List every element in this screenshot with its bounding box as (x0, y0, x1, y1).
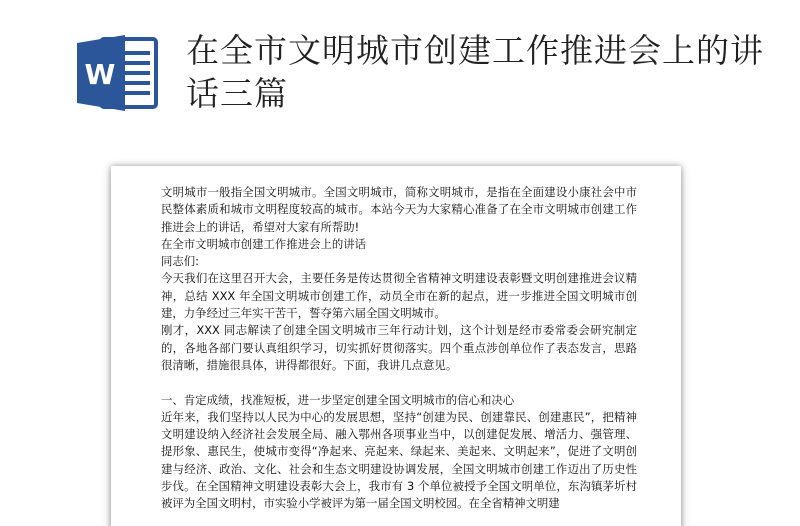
blank-line (161, 374, 637, 391)
salutation: 同志们: (161, 254, 200, 269)
intro-paragraph: 文明城市一般指全国文明城市。全国文明城市，简称文明城市，是指在全面建设小康社会中市民整体素质和城市文明程度较高的城市。本站今天为大家精心准备了在全市文明城市创建工作推进会上的讲话，希望对大家有所帮助! (161, 185, 637, 234)
word-icon-letter: W (84, 58, 116, 91)
document-preview (111, 166, 681, 526)
document-body (161, 184, 637, 513)
body-paragraph: 刚才，XXX 同志解读了创建全国文明城市三年行动计划，这个计划是经市委常委会研究制定的，各地各部门要认真组织学习，切实抓好贯彻落实。四个重点涉创单位作了表态发言，思路很清晰，措施很具体，讲得都很好。下面，我讲几点意见。 (161, 323, 637, 372)
page-title: 在全市文明城市创建工作推进会上的讲话三篇 (186, 31, 764, 113)
body-paragraph: 今天我们在这里召开大会，主要任务是传达贯彻全省精神文明建设表彰暨文明创建推进会议精神，总结 XXX 年全国文明城市创建工作，动员全市在新的起点，进一步推进全国文明城市创建，力争经过三年实干苦干，誓夺第六届全国文明城市。 (161, 271, 637, 321)
word-document-icon (75, 33, 159, 113)
speech-title: 在全市文明城市创建工作推进会上的讲话 (161, 236, 367, 251)
body-paragraph: 近年来，我们坚持以人民为中心的发展思想，坚持“创建为民、创建靠民、创建惠民”，把精神文明建设纳入经济社会发展全局、融入鄂州各项事业当中，以创建促发展、增活力、强管理、提形象、惠民生，使城市变得“净起来、亮起来、绿起来、美起来、文明起来”，促进了文明创建与经济、政治、文化、社会和生态文明建设协调发展，全国文明城市创建工作迈出了历史性步伐。在全国精神文明建设表彰大会上，我市有 3 个单位被授予全国文明单位，东沟镇茅圻村被评为全国文明村，市实验小学被评为第一届全国文明校园。在全省精神文明建 (161, 409, 637, 511)
section-heading: 一、肯定成绩，找准短板，进一步坚定创建全国文明城市的信心和决心 (161, 392, 515, 407)
